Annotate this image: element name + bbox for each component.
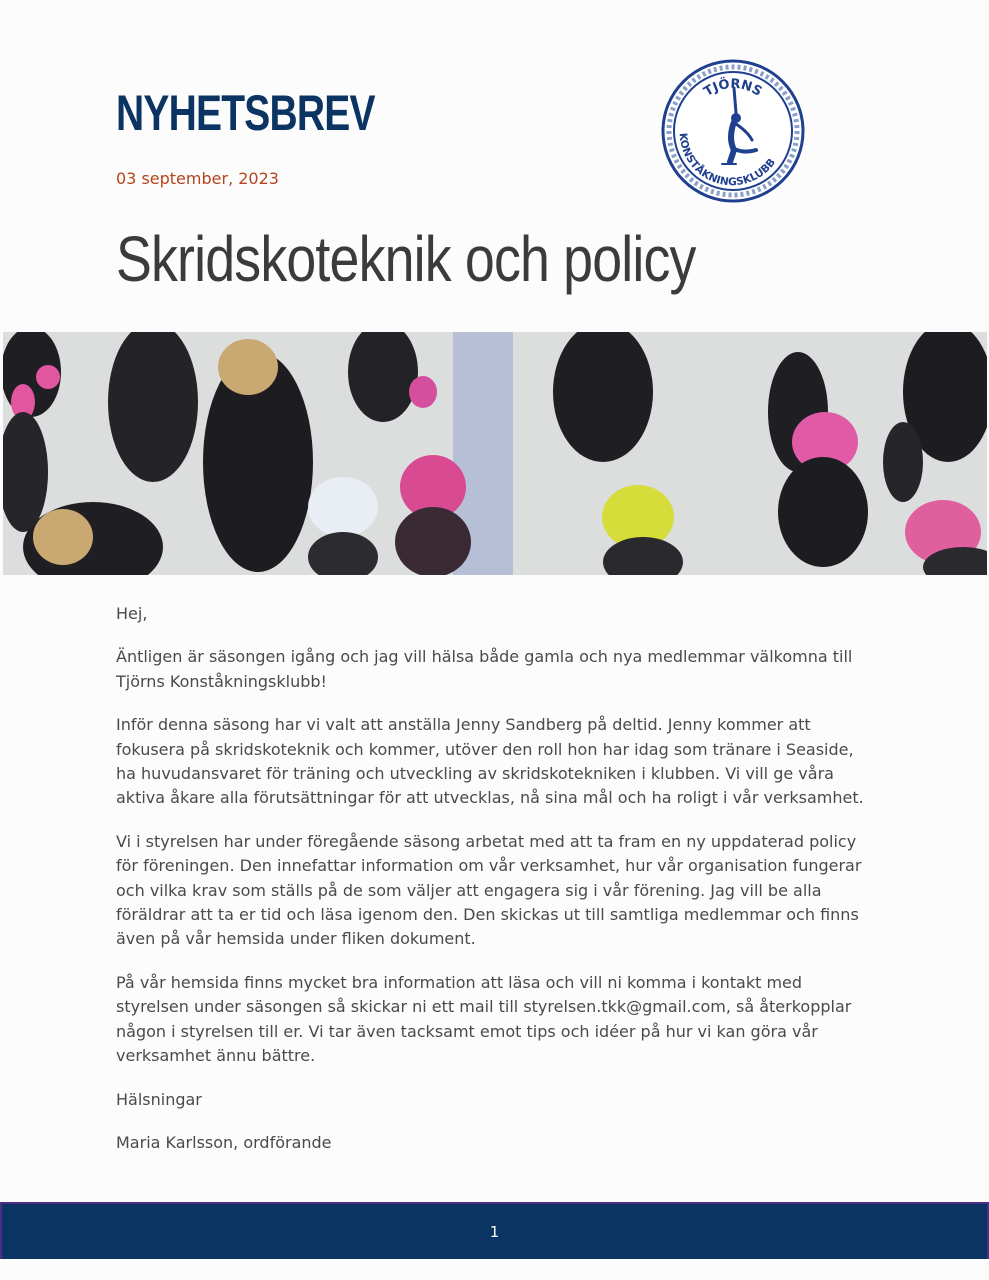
logo-top-text: TJÖRNS xyxy=(701,76,765,100)
letter-body xyxy=(116,602,876,1174)
letter-paragraph: Vi i styrelsen har under föregående säsong arbetat med att ta fram en ny uppdaterad policy för föreningen. Den innefattar information om vår verksamhet, hur vår organisation fungerar och vilka krav som ställs på de som väljer att engagera sig i vår förening. Jag vill be alla föräldrar att ta er tid och läsa igenom den. Den skickas ut till samtliga medlemmar och finns även på vår hemsida under fliken dokument. xyxy=(116,831,862,949)
newsletter-date: 03 september, 2023 xyxy=(116,169,279,188)
hero-photo xyxy=(3,332,987,575)
logo-bottom-text: KONSTÅKNINGSKLUBB xyxy=(676,132,779,189)
letter-paragraph: Inför denna säsong har vi valt att anställa Jenny Sandberg på deltid. Jenny kommer att fokusera på skridskoteknik och kommer, utöver den roll hon har idag som tränare i Seaside, ha huvudansvaret för träning och utveckling av skridskotekniken i klubben. Vi vill ge våra aktiva åkare alla förutsättningar för att utvecklas, nå sina mål och ha roligt i vår verksamhet. xyxy=(116,715,864,808)
page-title: Skridskoteknik och policy xyxy=(116,223,696,295)
letter-signature: Maria Karlsson, ordförande xyxy=(116,1132,332,1152)
club-logo xyxy=(660,58,806,204)
letter-greeting: Hej, xyxy=(116,604,148,623)
page-footer xyxy=(0,1202,989,1259)
newsletter-kicker: NYHETSBREV xyxy=(116,85,375,141)
figure-skaters-photo-icon xyxy=(3,332,987,575)
letter-paragraph: På vår hemsida finns mycket bra information att läsa och vill ni komma i kontakt med styrelsen under säsongen så skickar ni ett mail till styrelsen.tkk@gmail.com, så återkopplar någon i styrelsen till er. Vi tar även tacksamt emot tips och idéer på hur vi kan göra vår verksamhet ännu bättre. xyxy=(116,972,852,1066)
letter-paragraph: Äntligen är säsongen igång och jag vill hälsa både gamla och nya medlemmar välkomna till Tjörns Konståkningsklubb! xyxy=(116,647,853,691)
letter-closing: Hälsningar xyxy=(116,1089,202,1109)
page-number: 1 xyxy=(489,1223,500,1241)
